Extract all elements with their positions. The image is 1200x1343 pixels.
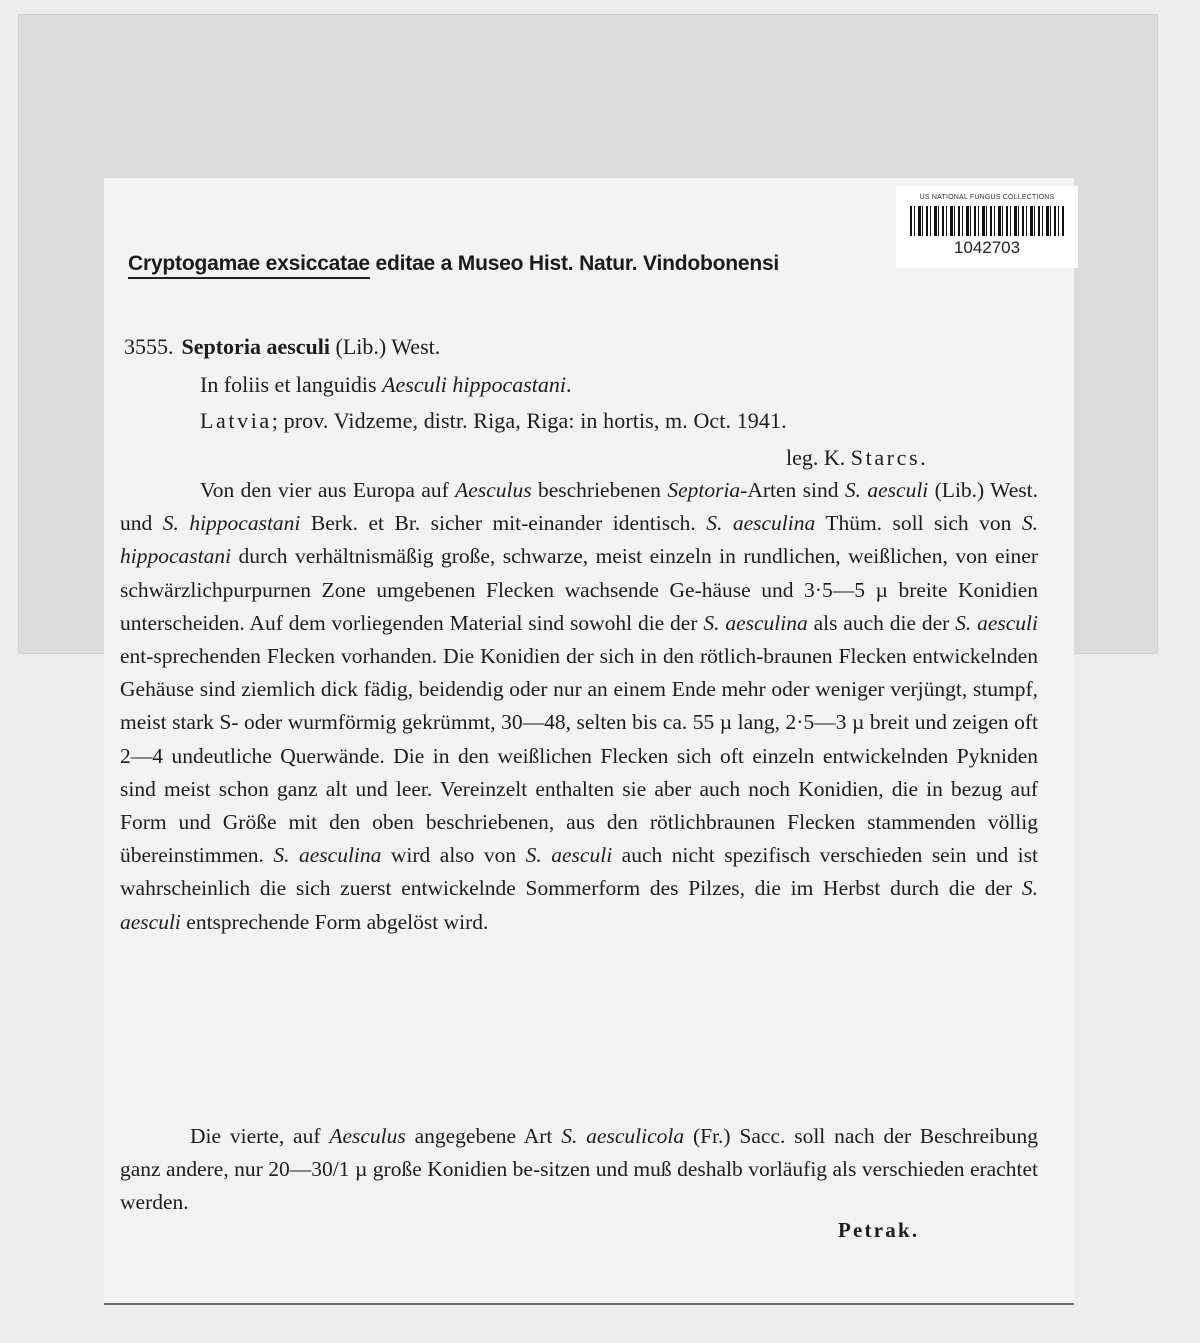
barcode-number: 1042703 [953, 238, 1021, 257]
text-run: (Lib.) West. und [120, 478, 1039, 536]
description-paragraph [120, 474, 1038, 939]
text-run: -Arten sind [740, 478, 845, 502]
species-line [124, 336, 440, 358]
text-run: beschriebenen [531, 478, 668, 502]
text-run: ent-sprechenden Flecken vorhanden. Die Konidien der sich in den rötlich-braunen Flecken entwickelnden Gehäuse sind ziemlich dick fädig, beidendig oder nur an einem Ende mehr oder weniger verjüngt, stumpf, meist stark S- oder wurmförmig gekrümmt, 30—48, selten bis ca. 55 µ lang, 2·5—3 µ breit und zeigen oft 2—4 undeutliche Querwände. Die in den weißlichen Flecken sich oft einzeln entwickelnden Pykniden sind meist schon ganz alt und leer. Vereinzelt enthalten sie aber auch noch Konidien, die in bezug auf Form und Größe mit den oben beschriebenen, aus den rötlichbraunen Flecken stammenden völlig übereinstimmen. [120, 644, 1038, 868]
collector-suffix: . [920, 445, 926, 470]
text-run: als auch die der [807, 610, 956, 635]
collector-line [786, 447, 926, 469]
text-run: auch nicht spezifisch verschieden sein und ist wahrscheinlich die sich zuerst entwickelnde Sommerform des Pilzes, die im Herbst durch die der [120, 843, 1038, 901]
text-run: Von den vier aus Europa auf [200, 478, 456, 502]
text-run: angegebene Art [405, 1124, 562, 1148]
locality-details: ; prov. Vidzeme, distr. Riga, Riga: in hortis, m. Oct. 1941. [271, 408, 787, 433]
text-run: Berk. et Br. sicher mit-einander identisch. [300, 511, 707, 536]
species-author: (Lib.) West. [330, 334, 441, 359]
italic-taxon: S. aesculicola [561, 1124, 685, 1148]
text-run: Die vierte, auf [190, 1124, 330, 1148]
italic-taxon: S. hippocastani [120, 511, 1038, 569]
italic-taxon: S. aesculi [525, 843, 613, 868]
text-run: wird also von [381, 843, 526, 868]
author-signature: Petrak. [838, 1218, 920, 1242]
italic-taxon: S. aesculina [706, 511, 816, 536]
barcode-icon [910, 206, 1064, 236]
barcode-caption: US NATIONAL FUNGUS COLLECTIONS [919, 194, 1055, 201]
locality-country: Latvia [200, 408, 272, 433]
collector-name: Starcs [850, 445, 921, 470]
collector-prefix: leg. K. [786, 445, 851, 470]
italic-taxon: S. hippocastani [162, 511, 301, 536]
exsiccata-number: 3555. [124, 334, 174, 359]
italic-taxon: S. aesculi [844, 478, 929, 502]
barcode-label [896, 186, 1078, 268]
italic-taxon: Aesculus [329, 1124, 406, 1148]
host-plant: Aesculi hippocastani [382, 372, 567, 397]
italic-taxon: Aesculus [455, 478, 532, 502]
text-run: Thüm. soll sich von [815, 511, 1022, 536]
italic-taxon: S. aesculina [273, 843, 382, 868]
text-run: (Fr.) Sacc. soll nach der Beschreibung ganz andere, nur 20—30/1 µ große Konidien be-sitzen und muß deshalb vorläufig als verschieden erachtet werden. [120, 1124, 1039, 1215]
locality-line [200, 410, 787, 432]
note-paragraph [120, 1120, 1038, 1220]
italic-taxon: S. aesculi [955, 610, 1039, 635]
italic-taxon: S. aesculina [703, 610, 808, 635]
species-name: Septoria aesculi [181, 334, 330, 359]
series-title-rest: editae a Museo Hist. Natur. Vindobonensi [369, 252, 780, 275]
italic-taxon: Septoria [667, 478, 741, 502]
host-prefix: In foliis et languidis [200, 372, 383, 397]
text-run: entsprechende Form abgelöst wird. [180, 909, 489, 934]
italic-taxon: S. aesculi [120, 876, 1038, 934]
text-run: durch verhältnismäßig große, schwarze, meist einzeln in rundlichen, weißlichen, von einer schwärzlichpurpurnen Zone umgebenen Flecken wachsende Ge-häuse und 3·5—5 µ breite Konidien unterscheiden. Auf dem vorliegenden Material sind sowohl die der [120, 544, 1038, 635]
host-suffix: . [566, 372, 572, 397]
series-title-underlined: Cryptogamae exsiccatae [128, 252, 370, 279]
host-line [200, 374, 572, 396]
series-title [128, 252, 908, 276]
